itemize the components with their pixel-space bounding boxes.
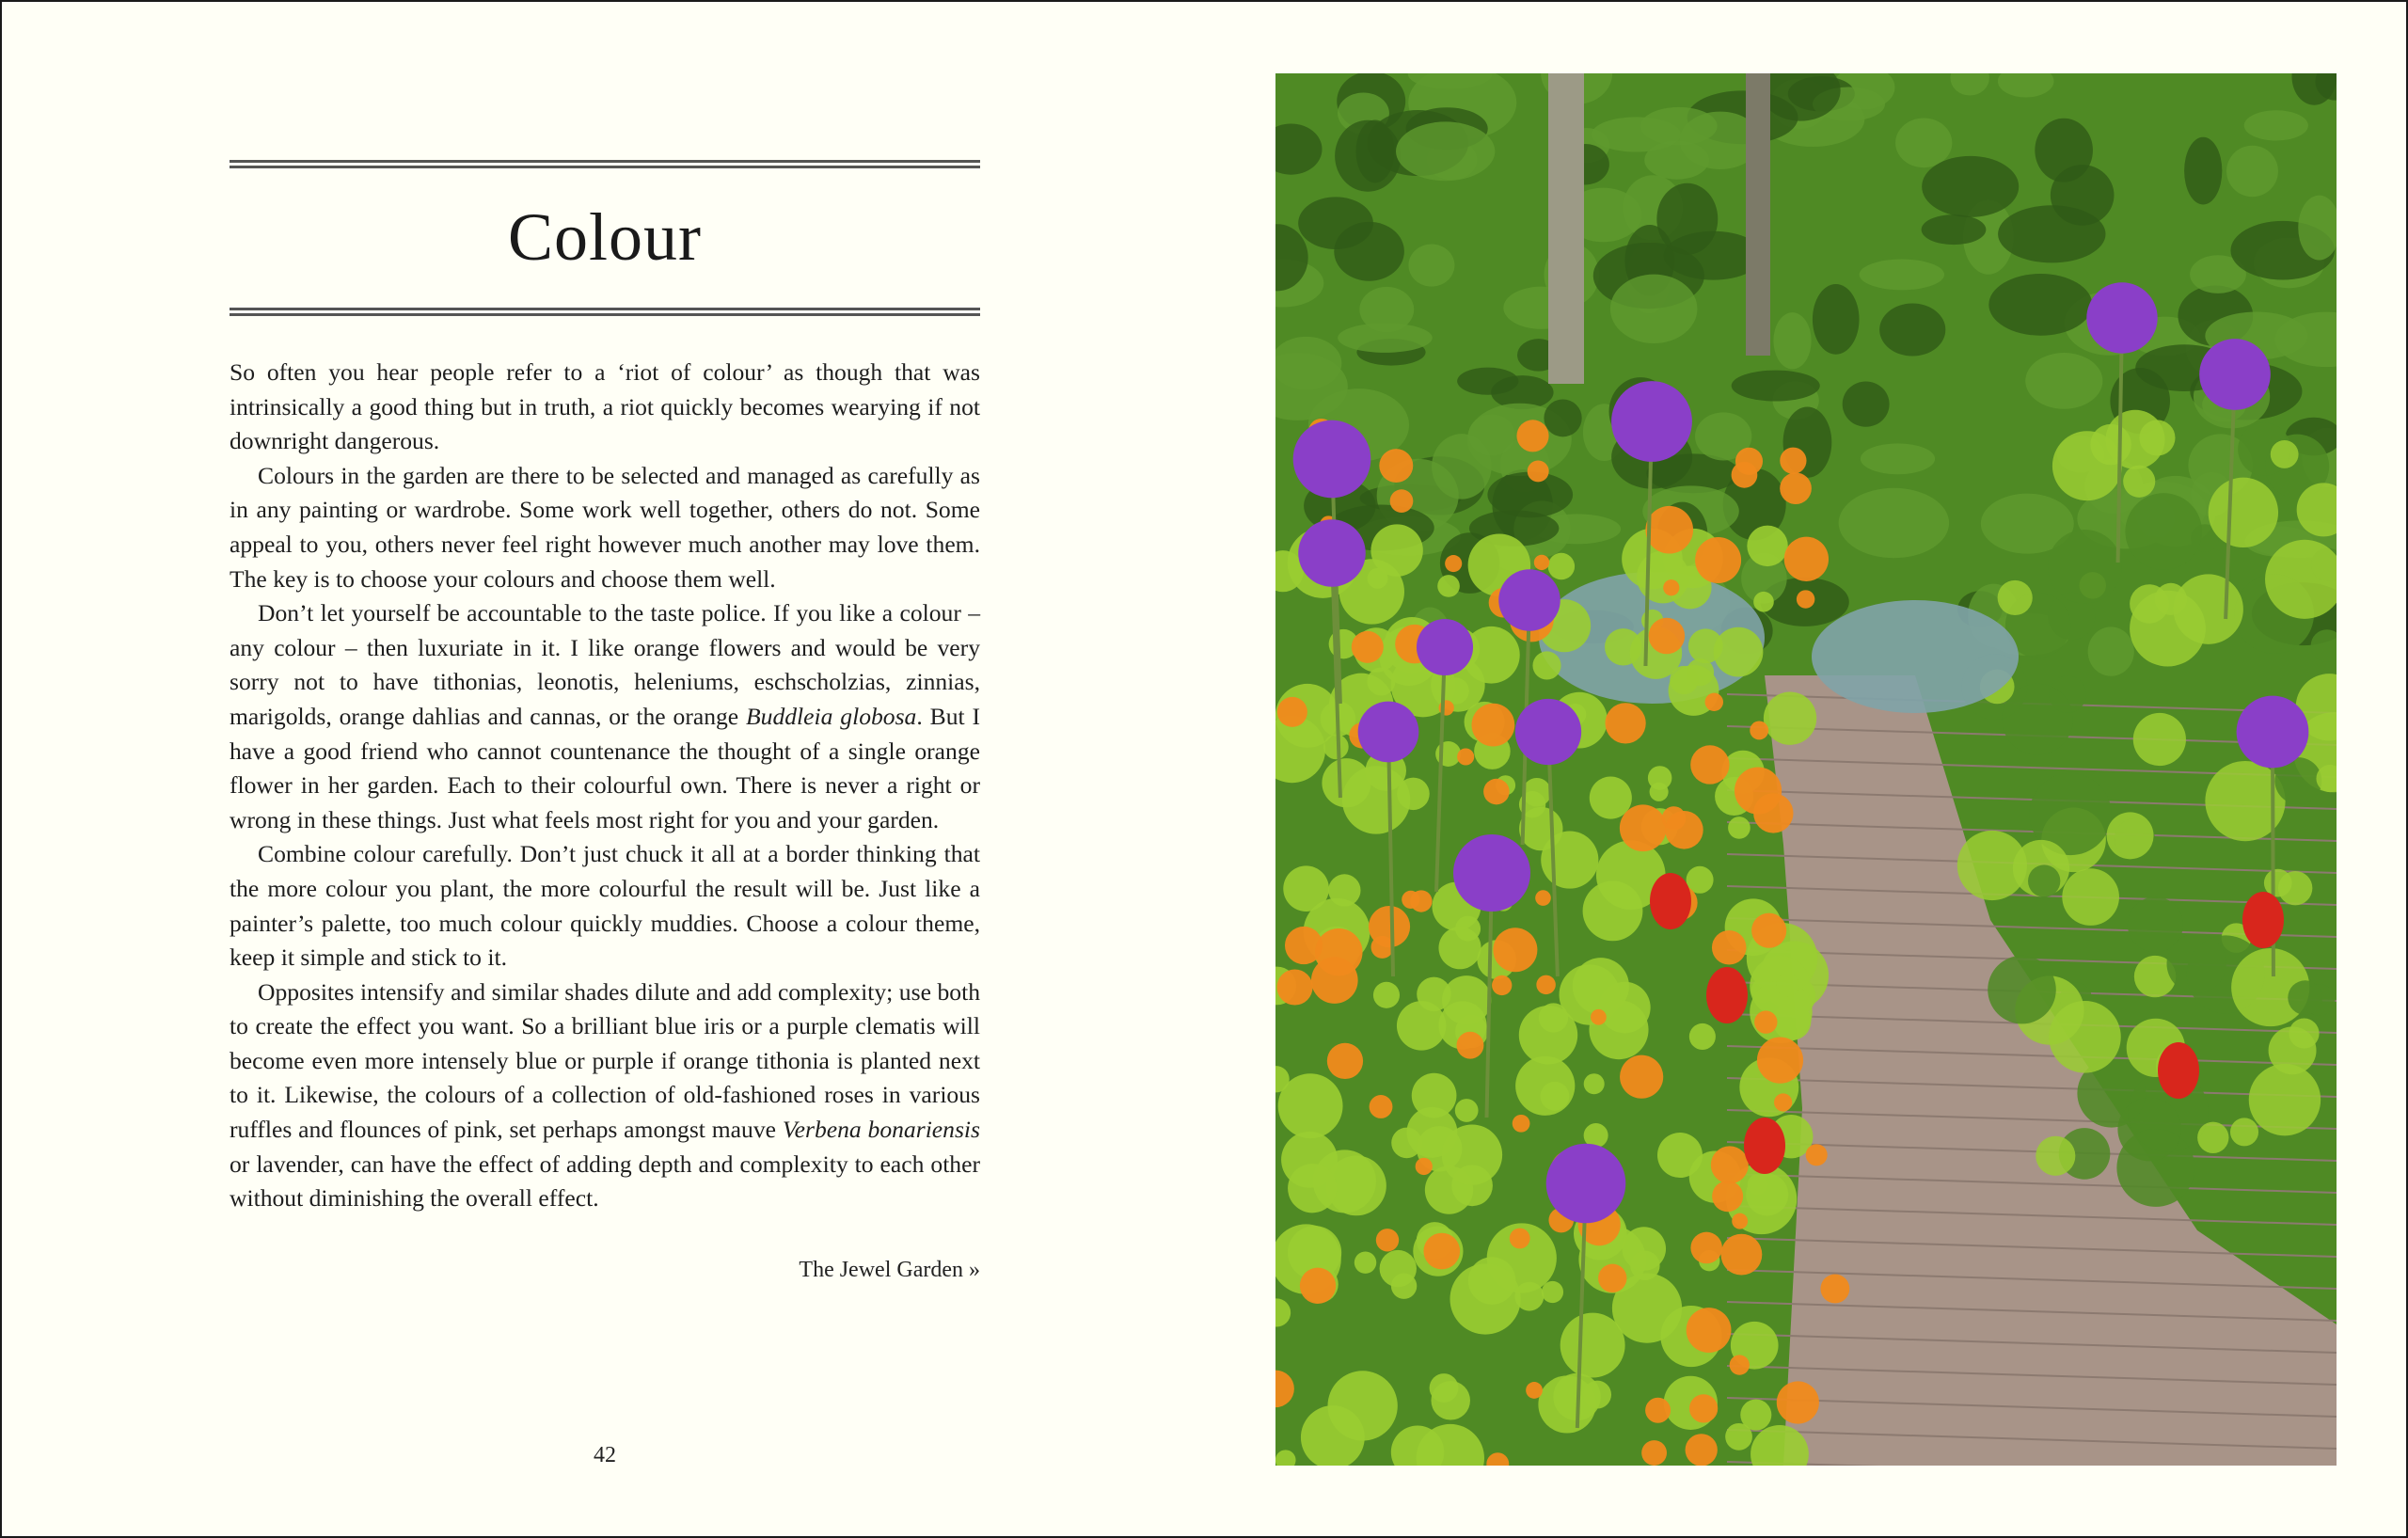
wallflower-bloom: [1732, 462, 1758, 488]
shrub-foliage: [2288, 980, 2322, 1015]
body-paragraph: [230, 459, 980, 596]
wallflower-bloom: [1277, 697, 1307, 727]
wallflower-bloom: [1645, 506, 1693, 554]
hedge-leaf: [1338, 323, 1433, 352]
wallflower-bloom: [1534, 555, 1549, 570]
wallflower-bloom: [1705, 693, 1723, 711]
hedge-leaf: [1813, 284, 1860, 355]
hedge-leaf: [1879, 303, 1945, 356]
euphorbia-foliage: [1740, 1400, 1771, 1431]
italic-plant-name: Buddleia globosa: [746, 702, 917, 730]
page-title: Colour: [507, 199, 702, 275]
wallflower-bloom: [1493, 928, 1537, 972]
wallflower-bloom: [1690, 745, 1729, 784]
wallflower-bloom: [1416, 1158, 1433, 1175]
wallflower-bloom: [1513, 1115, 1530, 1133]
body-paragraph: [230, 975, 980, 1216]
hedge-leaf: [2226, 146, 2278, 198]
euphorbia-foliage: [1354, 1251, 1376, 1273]
wallflower-bloom: [1483, 779, 1510, 805]
wallflower-bloom: [1516, 420, 1548, 452]
tulip-bloom: [2158, 1042, 2199, 1099]
hedge-leaf: [2088, 626, 2134, 675]
wallflower-bloom: [1445, 555, 1462, 572]
page-number: 42: [594, 1443, 616, 1467]
tree-trunk: [1548, 73, 1584, 384]
euphorbia-foliage: [1442, 1124, 1502, 1184]
hedge-leaf: [1922, 214, 1987, 245]
euphorbia-foliage: [1630, 1251, 1659, 1280]
wallflower-bloom: [1663, 579, 1679, 595]
body-text: [230, 356, 980, 1216]
hedge-leaf: [1610, 275, 1698, 343]
wallflower-bloom: [1620, 1055, 1663, 1099]
wallflower-bloom: [1598, 1264, 1626, 1292]
paragraph-text: Combine colour carefully. Don’t just chuck it all at a border thinking that the more colour you plant, the more colourful the result will be. Just like a painter’s palette, too much colour quickly muddies. Choose a colour theme, keep it simple and stick to it.: [230, 840, 980, 972]
paragraph-text: Opposites intensify and similar shades dilute and add complexity; use both to create the effect you want. So a brilliant blue iris or a purple clematis will become even more intensely blue or purple if orange tithonia is planted next to it. Likewise, the colours of a collection of old-fashioned roses in various ruffles and flounces of pink, set perhaps amongst mauve: [230, 977, 980, 1144]
wallflower-bloom: [1472, 704, 1515, 747]
wallflower-bloom: [1686, 1434, 1718, 1466]
paragraph-text: or lavender, can have the effect of adding depth and complexity to each other without diminishing the overall effect.: [230, 1150, 980, 1213]
hosta-leaves: [1812, 600, 2019, 713]
hedge-leaf: [1487, 472, 1573, 518]
shrub-foliage: [2125, 493, 2202, 570]
hedge-leaf: [1839, 488, 1949, 558]
garden-photo-illustration: [1275, 73, 2337, 1466]
euphorbia-foliage: [1541, 831, 1598, 888]
wallflower-bloom: [1535, 890, 1551, 906]
hedge-leaf: [1732, 371, 1820, 402]
euphorbia-foliage: [1397, 1001, 1446, 1050]
allium-flower-head: [1453, 834, 1530, 912]
shrub-foliage: [2028, 864, 2060, 896]
hedge-leaf: [1468, 414, 1515, 455]
euphorbia-foliage: [1442, 975, 1491, 1024]
shrub-foliage: [2049, 1001, 2121, 1073]
euphorbia-foliage: [1776, 974, 1799, 997]
tulip-bloom: [1744, 1118, 1785, 1174]
hedge-leaf: [1298, 197, 1373, 249]
shrub-foliage: [2133, 713, 2186, 766]
wallflower-bloom: [1423, 1233, 1460, 1270]
shrub-foliage: [2048, 530, 2122, 604]
wallflower-bloom: [1721, 1234, 1763, 1276]
wallflower-bloom: [1379, 449, 1413, 483]
title-rule-bottom: [230, 308, 980, 316]
wallflower-bloom: [1457, 1032, 1484, 1059]
tree-trunk: [1746, 73, 1770, 356]
euphorbia-foliage: [1583, 1381, 1611, 1409]
wallflower-bloom: [1591, 1009, 1607, 1025]
tulip-bloom: [1706, 967, 1748, 1023]
wallflower-bloom: [1780, 472, 1812, 504]
hedge-leaf: [1656, 183, 1718, 255]
euphorbia-foliage: [1542, 1281, 1563, 1303]
wallflower-bloom: [1774, 1093, 1792, 1111]
euphorbia-foliage: [1370, 524, 1422, 576]
paragraph-text: Don’t let yourself be accountable to the taste police. If you like a colour – any colour – then luxuriate in it. I like orange flowers and would be very sorry not to have tithonias, leonotis, heleniums, eschscholzias, zinnias, marigolds, orange dahlias and cannas, or the orange: [230, 599, 980, 730]
euphorbia-foliage: [1728, 817, 1751, 839]
left-page: [230, 160, 980, 1283]
wallflower-bloom: [1352, 631, 1384, 663]
wallflower-bloom: [1784, 537, 1829, 581]
wallflower-bloom: [1315, 928, 1362, 975]
euphorbia-foliage: [1753, 592, 1774, 612]
shrub-foliage: [2278, 871, 2312, 905]
euphorbia-foliage: [1541, 1082, 1570, 1111]
hedge-leaf: [1988, 274, 2092, 336]
wallflower-bloom: [1689, 1394, 1718, 1422]
euphorbia-foliage: [1397, 778, 1430, 811]
wallflower-bloom: [1687, 1308, 1732, 1353]
wallflower-bloom: [1510, 1229, 1530, 1249]
wallflower-bloom: [1712, 930, 1747, 965]
allium-flower-head: [2199, 339, 2271, 410]
shrub-foliage: [2062, 868, 2119, 926]
allium-flower-head: [1546, 1144, 1626, 1224]
tulip-bloom: [1650, 873, 1691, 929]
shrub-foliage: [1998, 580, 2033, 615]
allium-flower-head: [1417, 619, 1473, 675]
euphorbia-foliage: [1519, 1006, 1577, 1064]
euphorbia-foliage: [1437, 575, 1460, 597]
wallflower-bloom: [1620, 804, 1667, 851]
euphorbia-foliage: [1650, 783, 1669, 801]
garden-path-border-photo: [1275, 73, 2337, 1466]
wallflower-bloom: [1300, 1268, 1336, 1304]
hedge-leaf: [1457, 368, 1518, 395]
allium-flower-head: [1498, 569, 1560, 631]
shrub-foliage: [2036, 1136, 2075, 1176]
wallflower-bloom: [1757, 1038, 1803, 1084]
shrub-foliage: [2271, 440, 2299, 468]
hedge-leaf: [2244, 110, 2308, 140]
wallflower-bloom: [1390, 489, 1414, 513]
euphorbia-foliage: [1589, 1000, 1648, 1059]
euphorbia-foliage: [1764, 692, 1816, 745]
euphorbia-foliage: [1323, 735, 1349, 760]
wallflower-bloom: [1457, 748, 1474, 765]
wallflower-bloom: [1750, 721, 1768, 740]
wallflower-bloom: [1690, 1232, 1722, 1264]
hedge-leaf: [2025, 353, 2102, 409]
wallflower-bloom: [1649, 618, 1686, 655]
allium-flower-head: [1293, 420, 1371, 499]
body-paragraph: [230, 837, 980, 975]
wallflower-bloom: [1751, 913, 1786, 948]
hedge-leaf: [1998, 205, 2105, 262]
euphorbia-foliage: [1412, 1073, 1457, 1118]
euphorbia-foliage: [1560, 1313, 1625, 1378]
wallflower-bloom: [1492, 975, 1512, 995]
hedge-leaf: [1396, 121, 1495, 181]
euphorbia-foliage: [1689, 1023, 1716, 1050]
allium-flower-head: [1358, 702, 1419, 763]
tulip-bloom: [2242, 892, 2284, 948]
wallflower-bloom: [1806, 1144, 1828, 1165]
wallflower-bloom: [1754, 1010, 1777, 1033]
wallflower-bloom: [1780, 448, 1806, 474]
shrub-foliage: [2123, 466, 2155, 498]
title-rule-top: [230, 160, 980, 168]
wallflower-bloom: [1402, 891, 1419, 909]
hedge-leaf: [2184, 137, 2222, 205]
euphorbia-foliage: [1328, 874, 1360, 906]
italic-plant-name: Verbena bonariensis: [782, 1116, 980, 1144]
euphorbia-foliage: [1583, 880, 1643, 941]
wallflower-bloom: [1370, 1095, 1393, 1118]
wallflower-bloom: [1370, 936, 1393, 959]
euphorbia-foliage: [1327, 1371, 1397, 1440]
euphorbia-foliage: [1714, 627, 1764, 677]
shrub-foliage: [1988, 956, 2056, 1024]
body-paragraph: [230, 356, 980, 459]
paragraph-text: . But I have a good friend who cannot countenance the thought of a single orange flower in her garden. Each to their colourful own. There is never a right or wrong in these things. Just what feels most right for you and your garden.: [230, 702, 980, 833]
shrub-foliage: [2230, 1118, 2258, 1146]
shrub-foliage: [2139, 420, 2175, 455]
wallflower-bloom: [1526, 1382, 1543, 1399]
euphorbia-foliage: [1450, 1263, 1520, 1334]
hedge-leaf: [1922, 156, 2019, 217]
shrub-foliage: [2107, 812, 2154, 859]
wallflower-bloom: [1665, 811, 1703, 849]
euphorbia-foliage: [1288, 1164, 1337, 1213]
wallflower-bloom: [1797, 590, 1814, 608]
euphorbia-foliage: [1431, 1381, 1470, 1420]
shrub-foliage: [2174, 574, 2243, 643]
hedge-leaf: [1843, 381, 1890, 426]
shrub-foliage: [2197, 1122, 2228, 1153]
euphorbia-foliage: [1532, 651, 1560, 679]
wallflower-bloom: [1536, 975, 1555, 994]
wallflower-bloom: [1645, 1398, 1671, 1423]
allium-flower-head: [1298, 519, 1366, 587]
allium-flower-head: [2237, 696, 2309, 769]
hedge-leaf: [1544, 400, 1581, 437]
wallflower-bloom: [1277, 969, 1313, 1005]
shrub-foliage: [2166, 934, 2226, 993]
body-paragraph: [230, 596, 980, 837]
euphorbia-foliage: [1373, 982, 1400, 1008]
hedge-leaf: [1895, 119, 1952, 168]
euphorbia-foliage: [1380, 1250, 1417, 1287]
wallflower-bloom: [1777, 1381, 1819, 1423]
wallflower-bloom: [1820, 1275, 1849, 1304]
euphorbia-foliage: [1455, 1099, 1479, 1122]
wallflower-bloom: [1528, 460, 1549, 482]
shrub-foliage: [2209, 478, 2278, 547]
wallflower-bloom: [1732, 1213, 1748, 1229]
wallflower-bloom: [1605, 703, 1645, 743]
wallflower-bloom: [1641, 1440, 1667, 1466]
wallflower-bloom: [1695, 537, 1741, 583]
euphorbia-foliage: [1584, 1073, 1605, 1094]
wallflower-bloom: [1735, 767, 1782, 814]
paragraph-text: So often you hear people refer to a ‘riot of colour’ as though that was intrinsically a good thing but in truth, a riot quickly becomes wearying if not downright dangerous.: [230, 358, 980, 455]
hedge-leaf: [1861, 443, 1935, 474]
allium-flower-head: [2086, 282, 2157, 353]
wallflower-bloom: [1711, 1146, 1749, 1183]
cross-reference-link[interactable]: The Jewel Garden »: [799, 1257, 980, 1282]
hedge-leaf: [1773, 312, 1811, 369]
shrub-foliage: [2249, 1064, 2321, 1135]
paragraph-text: Colours in the garden are there to be selected and managed as carefully as in any painting or wardrobe. Some work well together, others do not. Some appeal to you, others never feel right however much another may love them. The key is to choose your colours and choose them well.: [230, 461, 980, 593]
hedge-leaf: [1860, 260, 1944, 291]
euphorbia-foliage: [1747, 526, 1787, 566]
allium-flower-head: [1515, 699, 1581, 765]
wallflower-bloom: [1376, 1229, 1399, 1251]
euphorbia-foliage: [1548, 553, 1575, 579]
shrub-foliage: [2289, 1019, 2319, 1049]
wallflower-bloom: [1327, 1043, 1363, 1079]
wallflower-bloom: [1730, 1355, 1750, 1374]
hedge-leaf: [1408, 245, 1454, 287]
allium-flower-head: [1611, 381, 1692, 462]
wallflower-bloom: [1712, 1181, 1743, 1212]
